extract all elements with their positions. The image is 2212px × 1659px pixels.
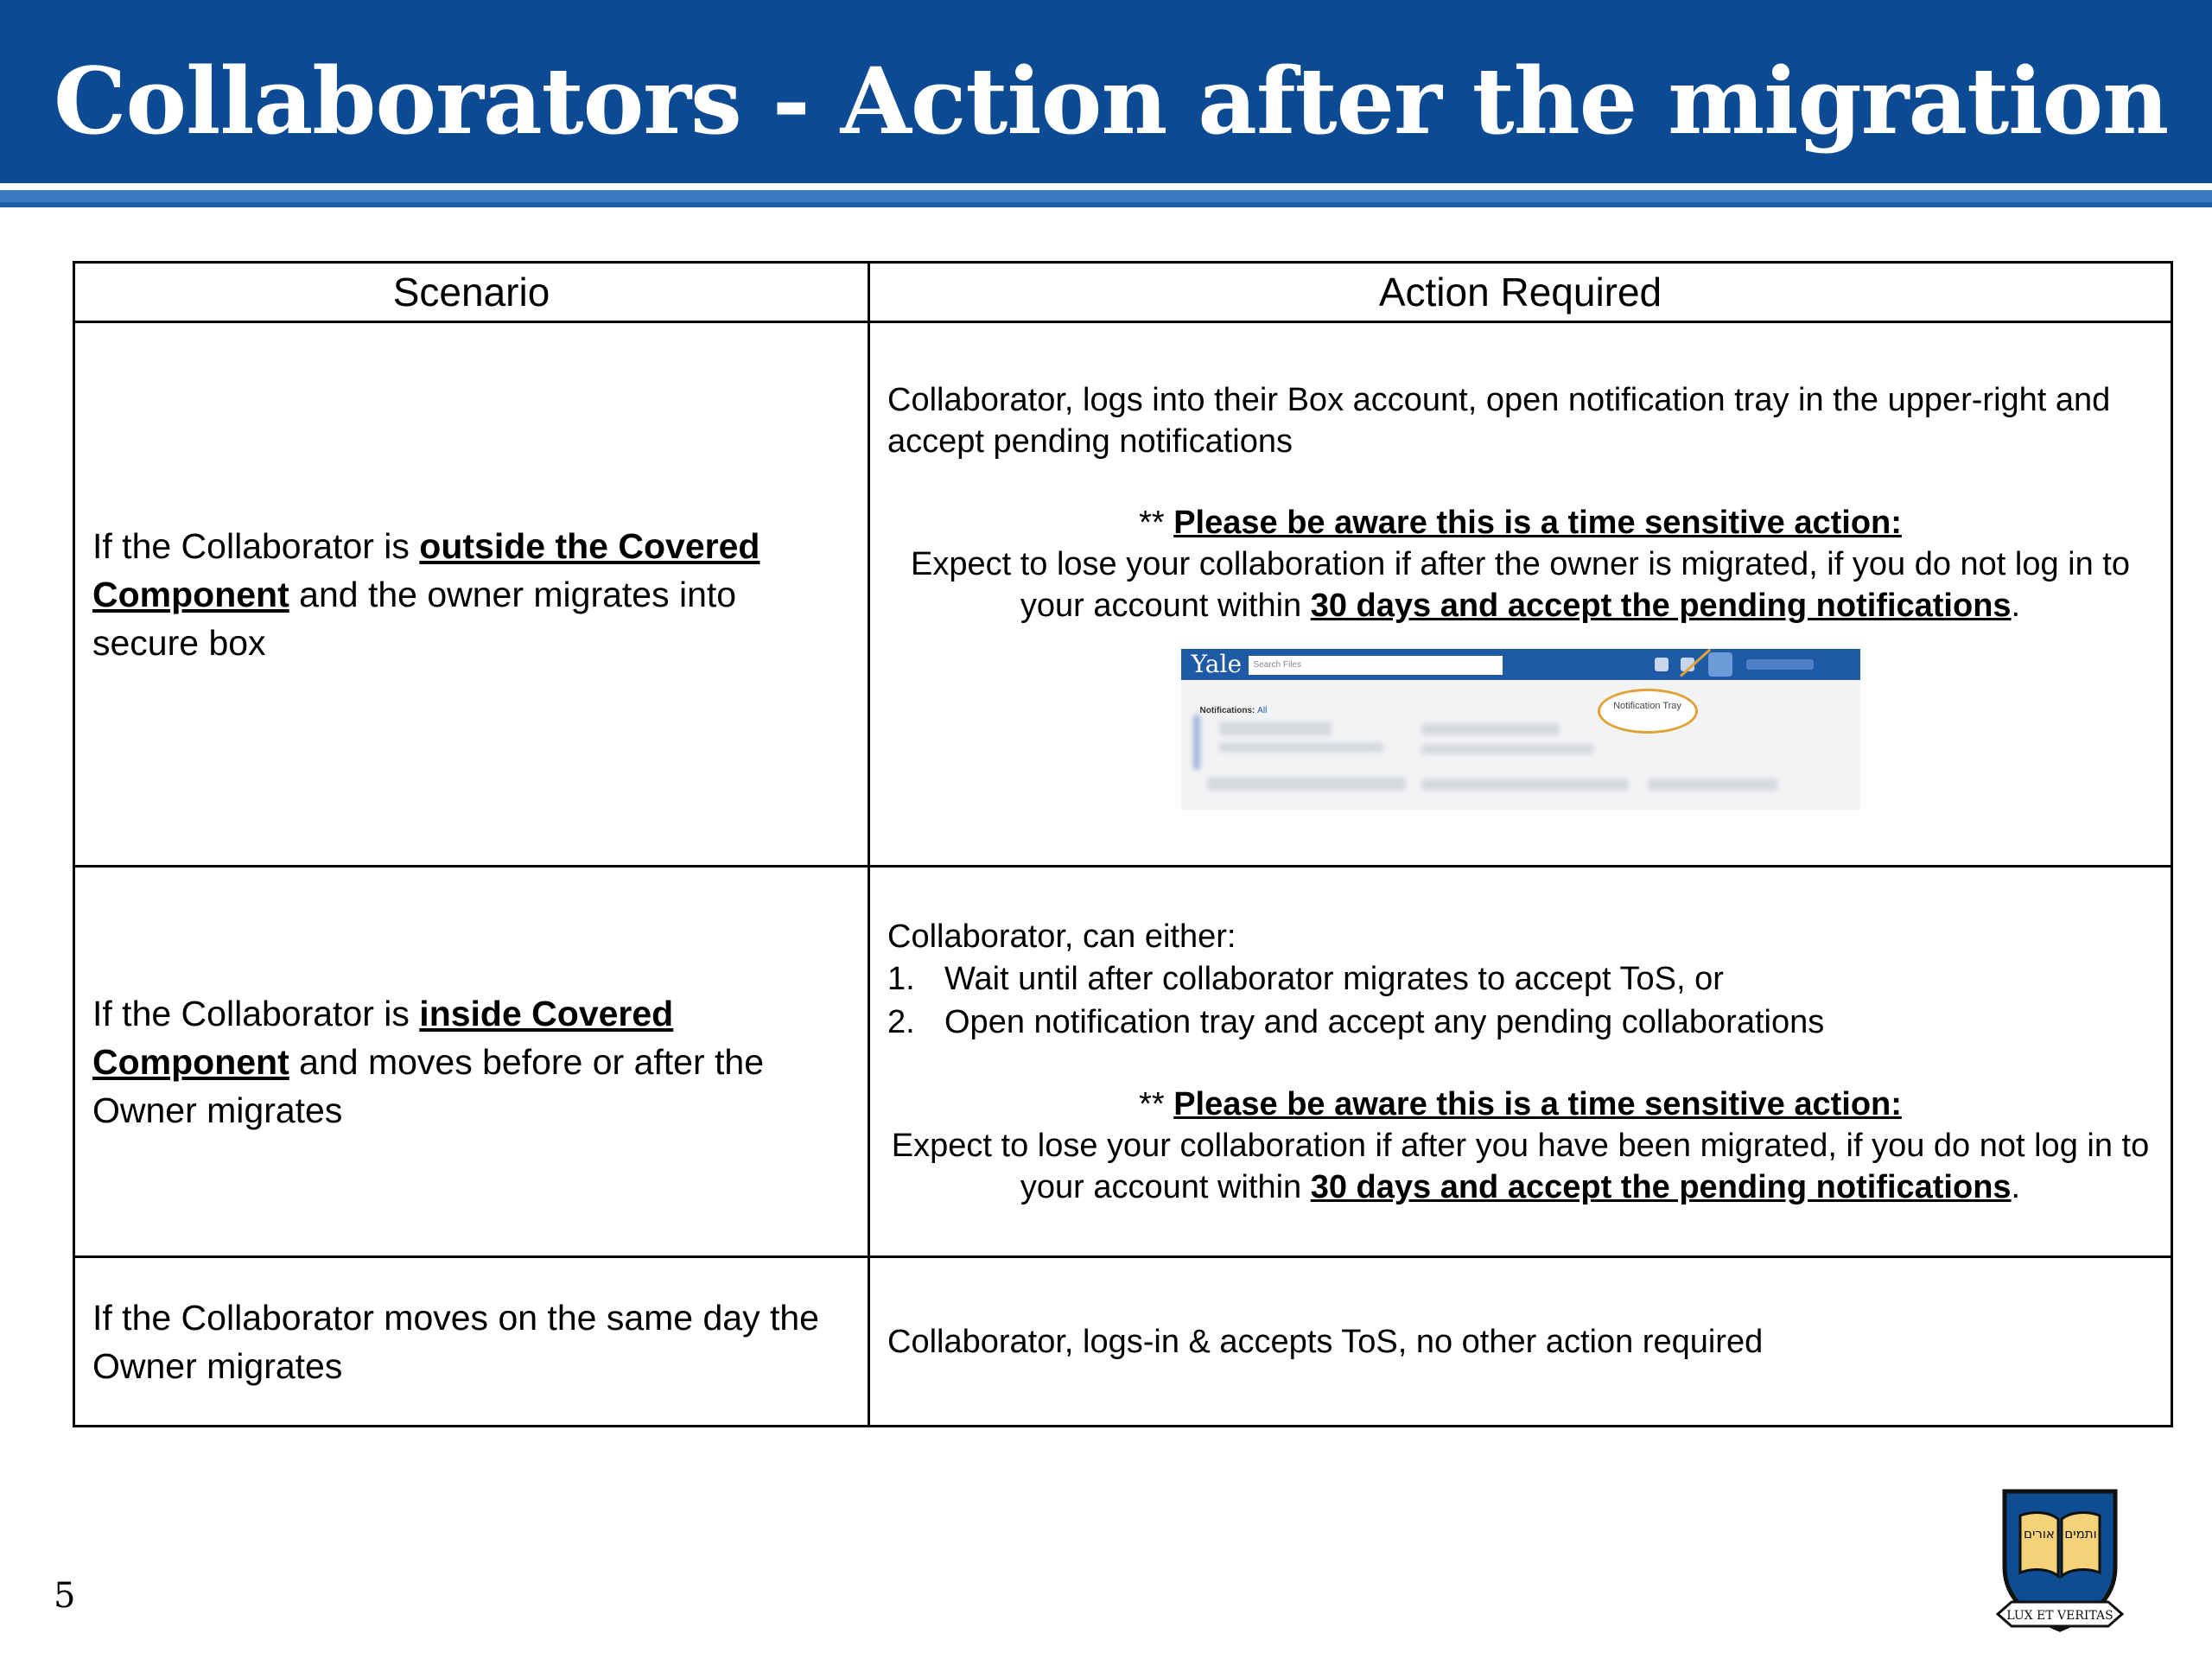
book-left-lettering: אורים bbox=[2024, 1526, 2055, 1541]
action-cell bbox=[869, 867, 2172, 1257]
migration-actions-table bbox=[73, 261, 2173, 1427]
warning-text: Please be aware this is a time sensitive action: bbox=[1173, 504, 1902, 541]
blurred-content bbox=[1219, 721, 1332, 735]
notification-tray-screenshot bbox=[1181, 649, 1860, 810]
step-number: 1. bbox=[887, 960, 915, 997]
logo-motto: LUX ET VERITAS bbox=[2006, 1609, 2113, 1623]
yale-shield-icon bbox=[1982, 1484, 2138, 1638]
scenario-text: If the Collaborator is bbox=[92, 993, 420, 1033]
action-cell: Collaborator, logs-in & accepts ToS, no other action required bbox=[869, 1257, 2172, 1427]
step-text: Wait until after collaborator migrates to accept ToS, or bbox=[944, 960, 1724, 997]
step-text: Open notification tray and accept any pending collaborations bbox=[944, 1003, 1825, 1040]
yale-wordmark: Yale bbox=[1191, 649, 1243, 678]
scenario-emphasis: outside the Covered Component bbox=[92, 525, 760, 614]
list-item bbox=[887, 1001, 2153, 1044]
column-header-scenario: Scenario bbox=[74, 263, 869, 322]
blurred-content bbox=[1219, 742, 1383, 753]
blurred-content bbox=[1207, 777, 1406, 791]
warning-prefix: ** bbox=[1139, 1085, 1174, 1122]
scenario-cell bbox=[74, 322, 869, 867]
notification-tray-callout: Notification Tray bbox=[1598, 689, 1698, 734]
title-stripe bbox=[0, 183, 2212, 190]
detail-emphasis: 30 days and accept the pending notifications bbox=[1310, 1168, 2012, 1205]
warning-prefix: ** bbox=[1139, 504, 1174, 541]
user-menu-image bbox=[1746, 659, 1814, 670]
scenario-text: If the Collaborator is bbox=[92, 525, 420, 566]
detail-emphasis: 30 days and accept the pending notifications bbox=[1310, 587, 2012, 624]
step-number: 2. bbox=[887, 1003, 915, 1040]
bell-icon bbox=[1708, 652, 1732, 677]
table-row bbox=[74, 867, 2172, 1257]
blurred-content bbox=[1193, 715, 1200, 770]
detail-text: Expect to lose your collaboration if after the owner is migrated, if you do not log in to your account within bbox=[911, 545, 2130, 624]
column-header-action: Action Required bbox=[869, 263, 2172, 322]
blurred-content bbox=[1421, 779, 1629, 791]
slide-title: Collaborators - Action after the migration bbox=[54, 47, 2169, 155]
notifications-filter-value: All bbox=[1257, 705, 1268, 715]
detail-text: . bbox=[2011, 1168, 2021, 1205]
blurred-content bbox=[1421, 723, 1560, 735]
action-steps bbox=[887, 957, 2153, 1044]
scenario-cell bbox=[74, 867, 869, 1257]
warning-line bbox=[887, 1084, 2153, 1125]
warning-text: Please be aware this is a time sensitive action: bbox=[1173, 1085, 1902, 1122]
scenario-emphasis: inside Covered Component bbox=[92, 993, 674, 1082]
page-number: 5 bbox=[54, 1576, 76, 1616]
scenario-cell: If the Collaborator moves on the same day the Owner migrates bbox=[74, 1257, 869, 1427]
book-right-lettering: ותמים bbox=[2064, 1526, 2097, 1541]
action-intro: Collaborator, can either: bbox=[887, 918, 1236, 955]
table-row bbox=[74, 1257, 2172, 1427]
notifications-label: Notifications: bbox=[1199, 705, 1255, 715]
action-cell bbox=[869, 322, 2172, 867]
action-intro: Collaborator, logs into their Box account, open notification tray in the upper-right and accept pending notifications bbox=[887, 381, 2111, 460]
warning-line bbox=[887, 502, 2153, 543]
detail-text: Expect to lose your collaboration if after you have been migrated, if you do not log in to your account within bbox=[891, 1127, 2150, 1205]
blurred-content bbox=[1648, 779, 1777, 791]
title-stripe bbox=[0, 202, 2212, 207]
search-field-image: Search Files bbox=[1249, 656, 1503, 675]
table-row bbox=[74, 322, 2172, 867]
detail-text: . bbox=[2011, 587, 2021, 624]
title-stripe bbox=[0, 190, 2212, 202]
table-header-row bbox=[74, 263, 2172, 322]
warning-detail bbox=[887, 543, 2153, 626]
list-item bbox=[887, 957, 2153, 1001]
scenario-text: and the owner migrates into secure box bbox=[92, 574, 737, 663]
blurred-content bbox=[1421, 744, 1594, 754]
scenario-text: and moves before or after the Owner migrates bbox=[92, 1041, 765, 1130]
title-bar bbox=[0, 0, 2212, 183]
folder-icon bbox=[1655, 658, 1669, 671]
warning-detail bbox=[887, 1125, 2153, 1208]
